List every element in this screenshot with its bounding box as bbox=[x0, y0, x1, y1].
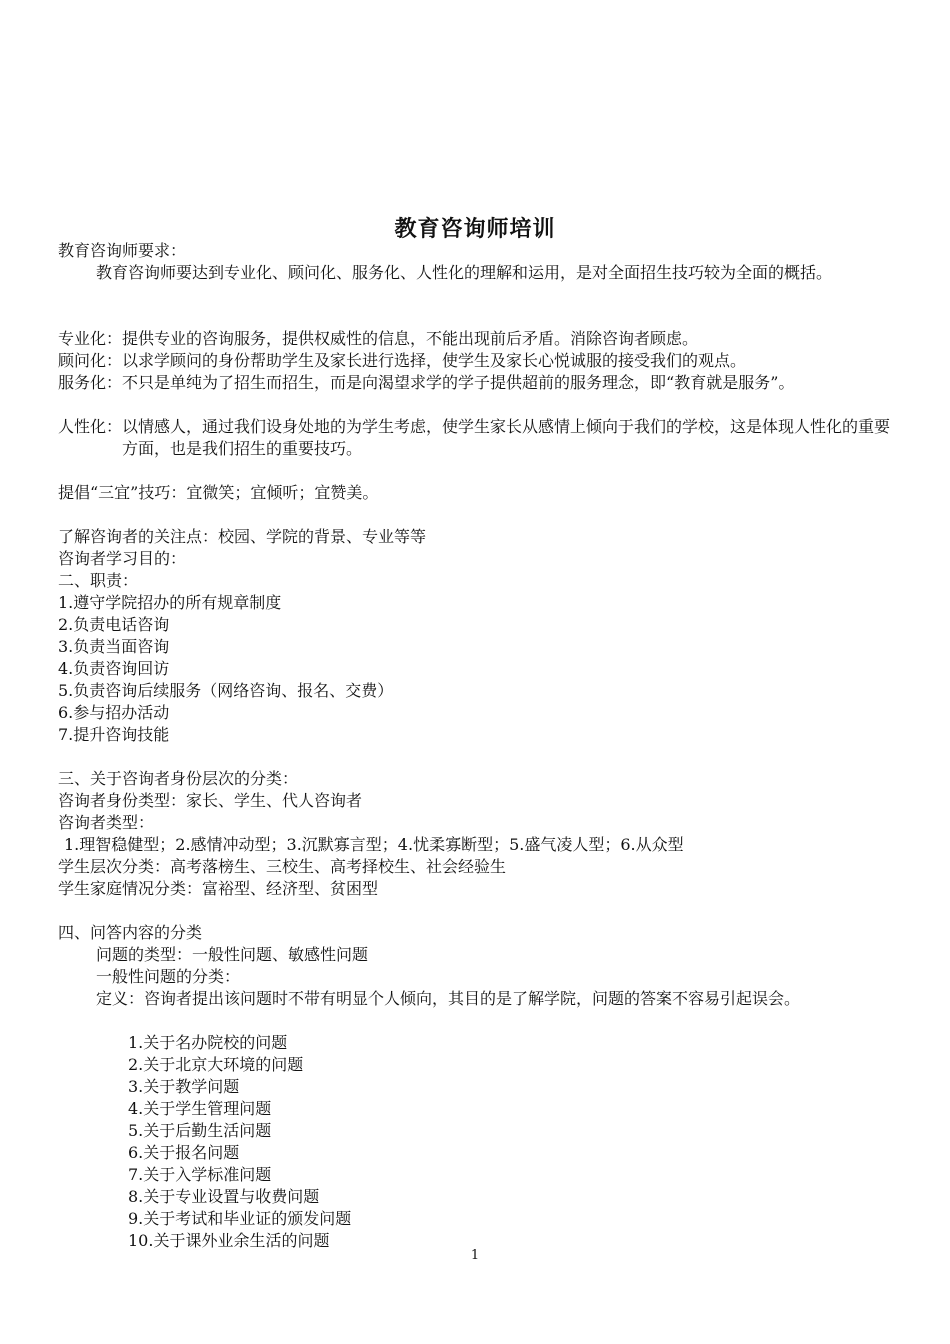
def-professional bbox=[58, 328, 894, 350]
duties-heading: 二、职责： bbox=[58, 571, 139, 590]
list-item: 5.关于后勤生活问题 bbox=[128, 1121, 272, 1140]
definition-text: 咨询者提出该问题时不带有明显个人倾向，其目的是了解学院，问题的答案不容易引起误会。 bbox=[144, 989, 801, 1008]
learning-purpose: 咨询者学习目的： bbox=[58, 549, 187, 568]
three-yi-tips: 提倡“三宜”技巧：宜微笑；宜倾听；宜赞美。 bbox=[58, 483, 379, 502]
list-item: 3.关于教学问题 bbox=[128, 1077, 240, 1096]
list-item: 10.关于课外业余生活的问题 bbox=[128, 1231, 330, 1250]
list-item: 6.关于报名问题 bbox=[128, 1143, 240, 1162]
list-item: 1.关于名办院校的问题 bbox=[128, 1033, 288, 1052]
def-label: 服务化： bbox=[58, 373, 123, 392]
def-text: 不只是单纯为了招生而招生，而是向渴望求学的学子提供超前的服务理念，即“教育就是服务”。 bbox=[122, 373, 795, 392]
focus-points: 了解咨询者的关注点：校园、学院的背景、专业等等 bbox=[58, 527, 427, 546]
family-types: 学生家庭情况分类：富裕型、经济型、贫困型 bbox=[58, 879, 379, 898]
def-label: 人性化： bbox=[58, 417, 123, 436]
def-label: 顾问化： bbox=[58, 351, 123, 370]
definition bbox=[96, 988, 894, 1010]
general-heading: 一般性问题的分类： bbox=[96, 967, 241, 986]
page-title: 教育咨询师培训 bbox=[394, 216, 556, 242]
page-number: 1 bbox=[470, 1248, 480, 1263]
def-label: 专业化： bbox=[58, 329, 123, 348]
section4-heading: 四、问答内容的分类 bbox=[58, 923, 203, 942]
def-service bbox=[58, 372, 894, 394]
list-item: 6.参与招办活动 bbox=[58, 703, 170, 722]
list-item: 4.负责咨询回访 bbox=[58, 659, 170, 678]
requirements-body: 教育咨询师要达到专业化、顾问化、服务化、人性化的理解和运用，是对全面招生技巧较为全面的概括。 bbox=[96, 263, 833, 282]
list-item: 9.关于考试和毕业证的颁发问题 bbox=[128, 1209, 352, 1228]
list-item: 7.提升咨询技能 bbox=[58, 725, 170, 744]
section3-heading: 三、关于咨询者身份层次的分类： bbox=[58, 769, 299, 788]
def-text: 以情感人，通过我们设身处地的为学生考虑，使学生家长从感情上倾向于我们的学校，这是体现人性化的重要方面，也是我们招生的重要技巧。 bbox=[122, 417, 891, 458]
list-item: 8.关于专业设置与收费问题 bbox=[128, 1187, 320, 1206]
def-text: 以求学顾问的身份帮助学生及家长进行选择，使学生及家长心悦诚服的接受我们的观点。 bbox=[122, 351, 747, 370]
list-item: 5.负责咨询后续服务（网络咨询、报名、交费） bbox=[58, 681, 394, 700]
question-types: 问题的类型：一般性问题、敏感性问题 bbox=[96, 945, 369, 964]
list-item: 7.关于入学标准问题 bbox=[128, 1165, 272, 1184]
def-text: 提供专业的咨询服务，提供权威性的信息，不能出现前后矛盾。消除咨询者顾虑。 bbox=[122, 329, 699, 348]
consultant-types-heading: 咨询者类型： bbox=[58, 813, 155, 832]
list-item: 1.遵守学院招办的所有规章制度 bbox=[58, 593, 282, 612]
identity-types: 咨询者身份类型：家长、学生、代人咨询者 bbox=[58, 791, 363, 810]
requirements-heading: 教育咨询师要求： bbox=[58, 241, 187, 260]
list-item: 3.负责当面咨询 bbox=[58, 637, 170, 656]
def-humanized bbox=[58, 416, 894, 460]
student-levels: 学生层次分类：高考落榜生、三校生、高考择校生、社会经验生 bbox=[58, 857, 507, 876]
list-item: 2.负责电话咨询 bbox=[58, 615, 170, 634]
list-item: 2.关于北京大环境的问题 bbox=[128, 1055, 304, 1074]
consultant-types: 1.理智稳健型；2.感情冲动型；3.沉默寡言型；4.忧柔寡断型；5.盛气凌人型；6.从众型 bbox=[64, 835, 684, 854]
definition-label: 定义： bbox=[96, 989, 145, 1008]
def-advisory bbox=[58, 350, 894, 372]
list-item: 4.关于学生管理问题 bbox=[128, 1099, 272, 1118]
